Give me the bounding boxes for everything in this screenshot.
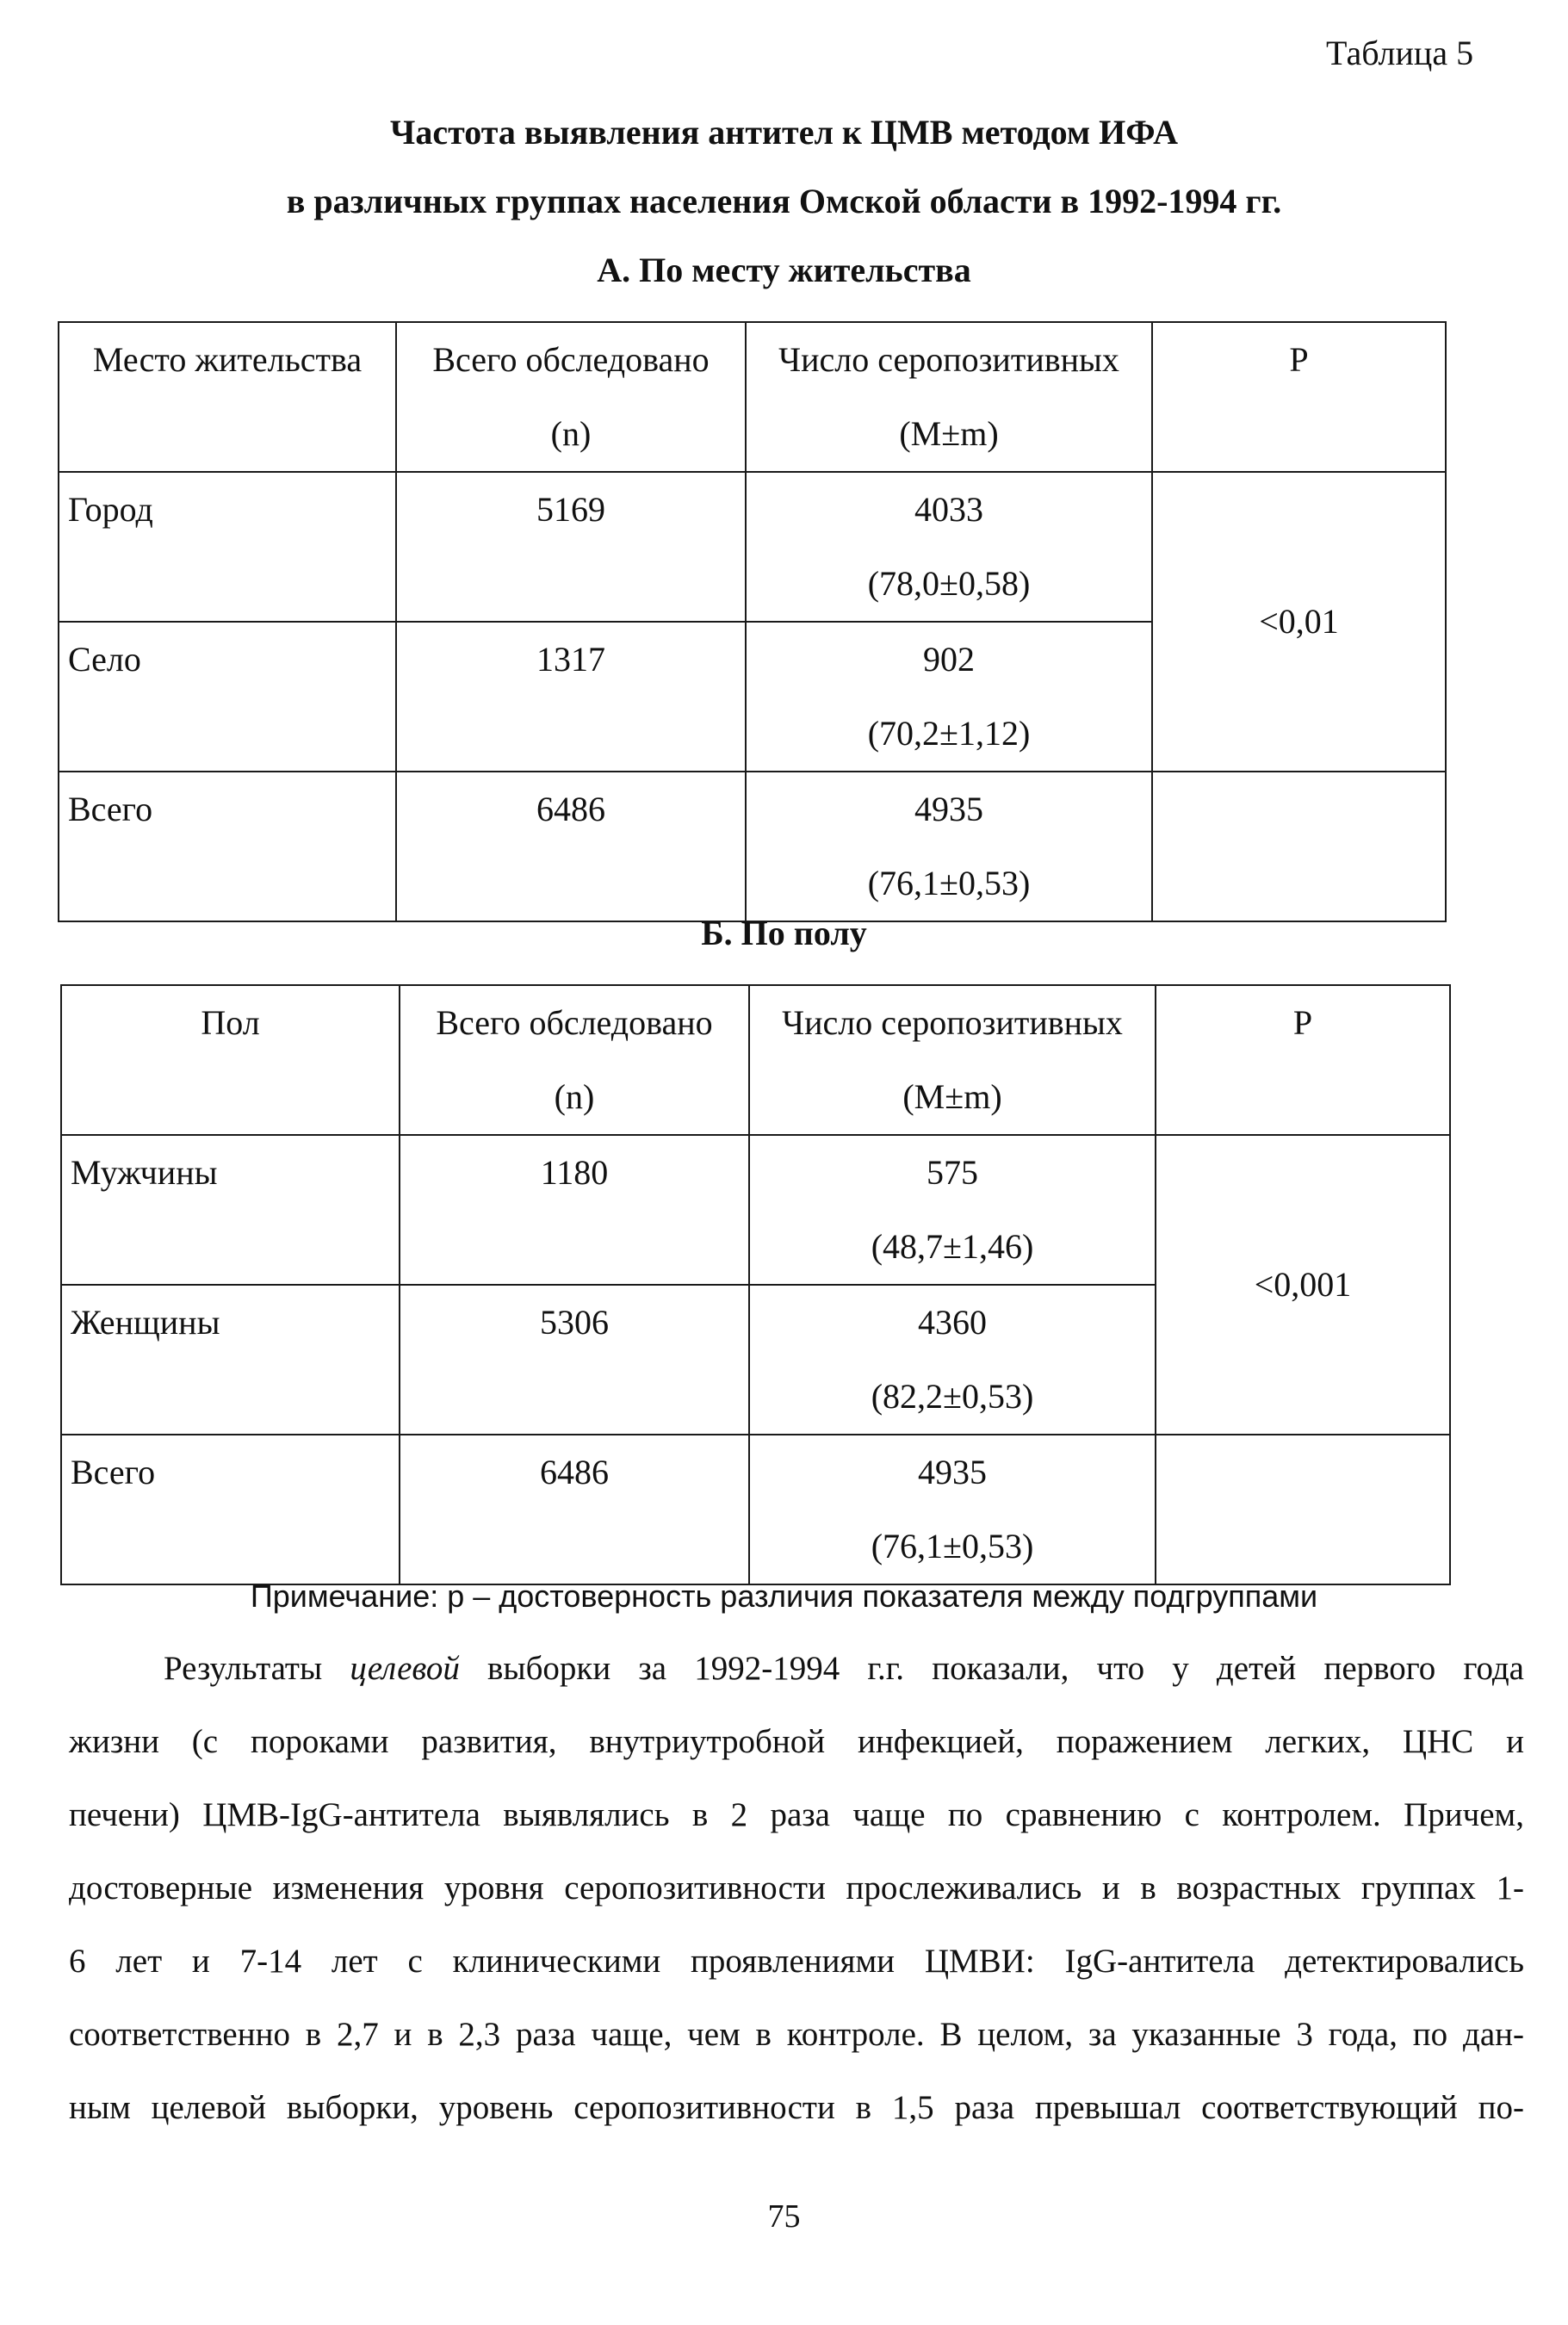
paragraph-line: достоверные изменения уровня серопозитивности прослеживались и в возрастных группах 1- (69, 1869, 1524, 1906)
cell-seropositive: 575 (48,7±1,46) (749, 1135, 1156, 1285)
cell-seropositive: 4935 (76,1±0,53) (749, 1435, 1156, 1584)
cell-total: 1180 (400, 1135, 749, 1285)
cell-total: 1317 (396, 622, 746, 772)
cell-total: 6486 (396, 772, 746, 921)
header-cell-seropositive: Число серопозитивных (M±m) (746, 322, 1152, 472)
header-cell-p: P (1152, 322, 1446, 472)
header-cell-sex: Пол (61, 985, 400, 1135)
row-label-total: Всего (61, 1435, 400, 1584)
cell-total: 6486 (400, 1435, 749, 1584)
table-header-row (59, 322, 1446, 472)
paragraph-line: ным целевой выборки, уровень серопозитивности в 1,5 раза превышал соответствующий по- (69, 2089, 1524, 2126)
section-b-title: Б. По полу (701, 914, 867, 952)
paragraph-line: жизни (с пороками развития, внутриутробной инфекцией, поражением легких, ЦНС и (69, 1723, 1524, 1760)
section-a-title: А. По месту жительства (597, 251, 971, 289)
table-footnote: Примечание: р – достоверность различия показателя между подгруппами (250, 1578, 1318, 1614)
header-cell-total: Всего обследовано (n) (396, 322, 746, 472)
cell-seropositive: 4360 (82,2±0,53) (749, 1285, 1156, 1435)
cell-total: 5306 (400, 1285, 749, 1435)
cell-total: 5169 (396, 472, 746, 622)
cell-seropositive: 4935 (76,1±0,53) (746, 772, 1152, 921)
sex-table (60, 984, 1451, 1585)
cell-empty (1156, 1435, 1450, 1584)
cell-seropositive: 4033 (78,0±0,58) (746, 472, 1152, 622)
paragraph-line: печени) ЦМВ-IgG-антитела выявлялись в 2 раза чаще по сравнению с контролем. Причем, (69, 1796, 1524, 1833)
paragraph-line: 6 лет и 7-14 лет с клиническими проявлениями ЦМВИ: IgG-антитела детектировались (69, 1943, 1524, 1980)
table-row (61, 1135, 1450, 1285)
row-label-city: Город (59, 472, 396, 622)
table-title-line-2: в различных группах населения Омской области в 1992-1994 гг. (286, 182, 1282, 220)
table-number-label: Таблица 5 (1326, 34, 1474, 72)
row-label-village: Село (59, 622, 396, 772)
body-paragraph (69, 1632, 1524, 2144)
residence-table (58, 321, 1447, 922)
paragraph-line: соответственно в 2,7 и в 2,3 раза чаще, чем в контроле. В целом, за указанные 3 года, по дан- (69, 2016, 1524, 2053)
page-number: 75 (767, 2198, 801, 2235)
cell-empty (1152, 772, 1446, 921)
header-cell-total: Всего обследовано (n) (400, 985, 749, 1135)
table-header-row (61, 985, 1450, 1135)
table-title-line-1: Частота выявления антител к ЦМВ методом ИФА (389, 113, 1179, 152)
table-row (61, 1435, 1450, 1584)
table-row (59, 472, 1446, 622)
header-cell-residence: Место жительства (59, 322, 396, 472)
header-cell-seropositive: Число серопозитивных (M±m) (749, 985, 1156, 1135)
table-row (59, 772, 1446, 921)
paragraph-line: Результаты целевой выборки за 1992-1994 г.г. показали, что у детей первого года (164, 1650, 1524, 1687)
header-cell-p: P (1156, 985, 1450, 1135)
cell-seropositive: 902 (70,2±1,12) (746, 622, 1152, 772)
cell-p-value: <0,01 (1152, 472, 1446, 772)
cell-p-value: <0,001 (1156, 1135, 1450, 1435)
row-label-men: Мужчины (61, 1135, 400, 1285)
row-label-total: Всего (59, 772, 396, 921)
row-label-women: Женщины (61, 1285, 400, 1435)
